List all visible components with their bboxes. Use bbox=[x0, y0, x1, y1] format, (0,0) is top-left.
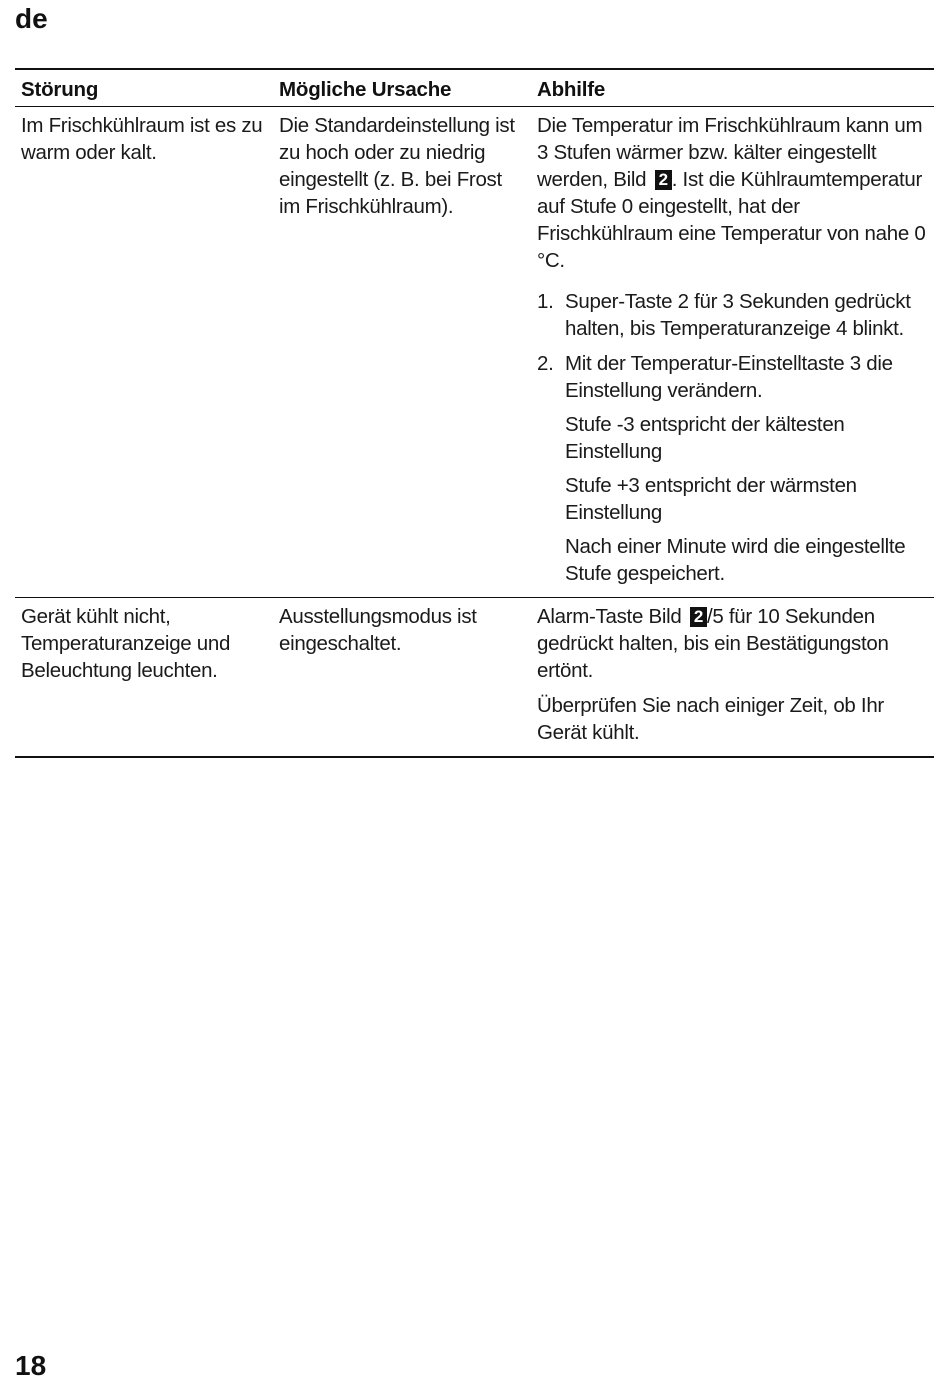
column-header-problem: Störung bbox=[15, 69, 273, 107]
step-number: 2. bbox=[537, 352, 554, 375]
table-row bbox=[15, 598, 934, 758]
remedy-note: Überprüfen Sie nach einiger Zeit, ob Ihr Gerät kühlt. bbox=[537, 694, 884, 744]
remedy-text-start: Alarm-Taste Bild bbox=[537, 605, 687, 628]
remedy-text-continued: /5 für 10 Sekunden gedrückt halten, bis ein Bestätigungston ertönt. bbox=[537, 605, 889, 682]
step-note: Stufe -3 entspricht der kältesten Einstellung bbox=[565, 413, 845, 463]
remedy-cell bbox=[531, 598, 934, 758]
language-label: de bbox=[15, 3, 48, 34]
column-header-cause: Mögliche Ursache bbox=[273, 69, 531, 107]
list-item bbox=[537, 288, 926, 342]
step-text: Super-Taste 2 für 3 Sekunden gedrückt halten, bis Temperaturanzeige 4 blinkt. bbox=[565, 290, 911, 340]
cause-cell bbox=[273, 598, 531, 758]
remedy-intro-text-continued: . Ist die Kühlraumtemperatur auf Stufe 0 eingestellt, hat der Frischkühlraum eine Temperatur von nahe 0 °C. bbox=[537, 168, 926, 272]
remedy-intro-text: Die Temperatur im Frischkühlraum kann um 3 Stufen wärmer bzw. kälter eingestellt werden, Bild bbox=[537, 114, 923, 191]
troubleshooting-table bbox=[15, 68, 934, 758]
remedy-steps-list bbox=[537, 288, 926, 587]
list-item bbox=[537, 350, 926, 587]
problem-text: Im Frischkühlraum ist es zu warm oder kalt. bbox=[21, 114, 263, 164]
step-note: Stufe +3 entspricht der wärmsten Einstellung bbox=[565, 474, 857, 524]
problem-cell bbox=[15, 107, 273, 598]
cause-text: Ausstellungsmodus ist eingeschaltet. bbox=[279, 605, 477, 655]
step-note: Nach einer Minute wird die eingestellte Stufe gespeichert. bbox=[565, 535, 906, 585]
table-row bbox=[15, 107, 934, 598]
step-text: Mit der Temperatur-Einstelltaste 3 die Einstellung verändern. bbox=[565, 352, 893, 402]
cause-text: Die Standardeinstellung ist zu hoch oder zu niedrig eingestellt (z. B. bei Frost im Frischkühlraum). bbox=[279, 114, 515, 218]
table-header-row bbox=[15, 69, 934, 107]
step-number: 1. bbox=[537, 290, 554, 313]
remedy-cell bbox=[531, 107, 934, 598]
figure-reference-badge: 2 bbox=[655, 170, 672, 190]
problem-cell bbox=[15, 598, 273, 758]
figure-reference-badge: 2 bbox=[690, 607, 707, 627]
problem-text: Gerät kühlt nicht, Temperaturanzeige und Beleuchtung leuchten. bbox=[21, 605, 231, 682]
remedy-intro bbox=[537, 112, 926, 274]
cause-cell bbox=[273, 107, 531, 598]
remedy-text bbox=[537, 603, 926, 684]
column-header-remedy: Abhilfe bbox=[531, 69, 934, 107]
page-number: 18 bbox=[15, 1350, 47, 1381]
